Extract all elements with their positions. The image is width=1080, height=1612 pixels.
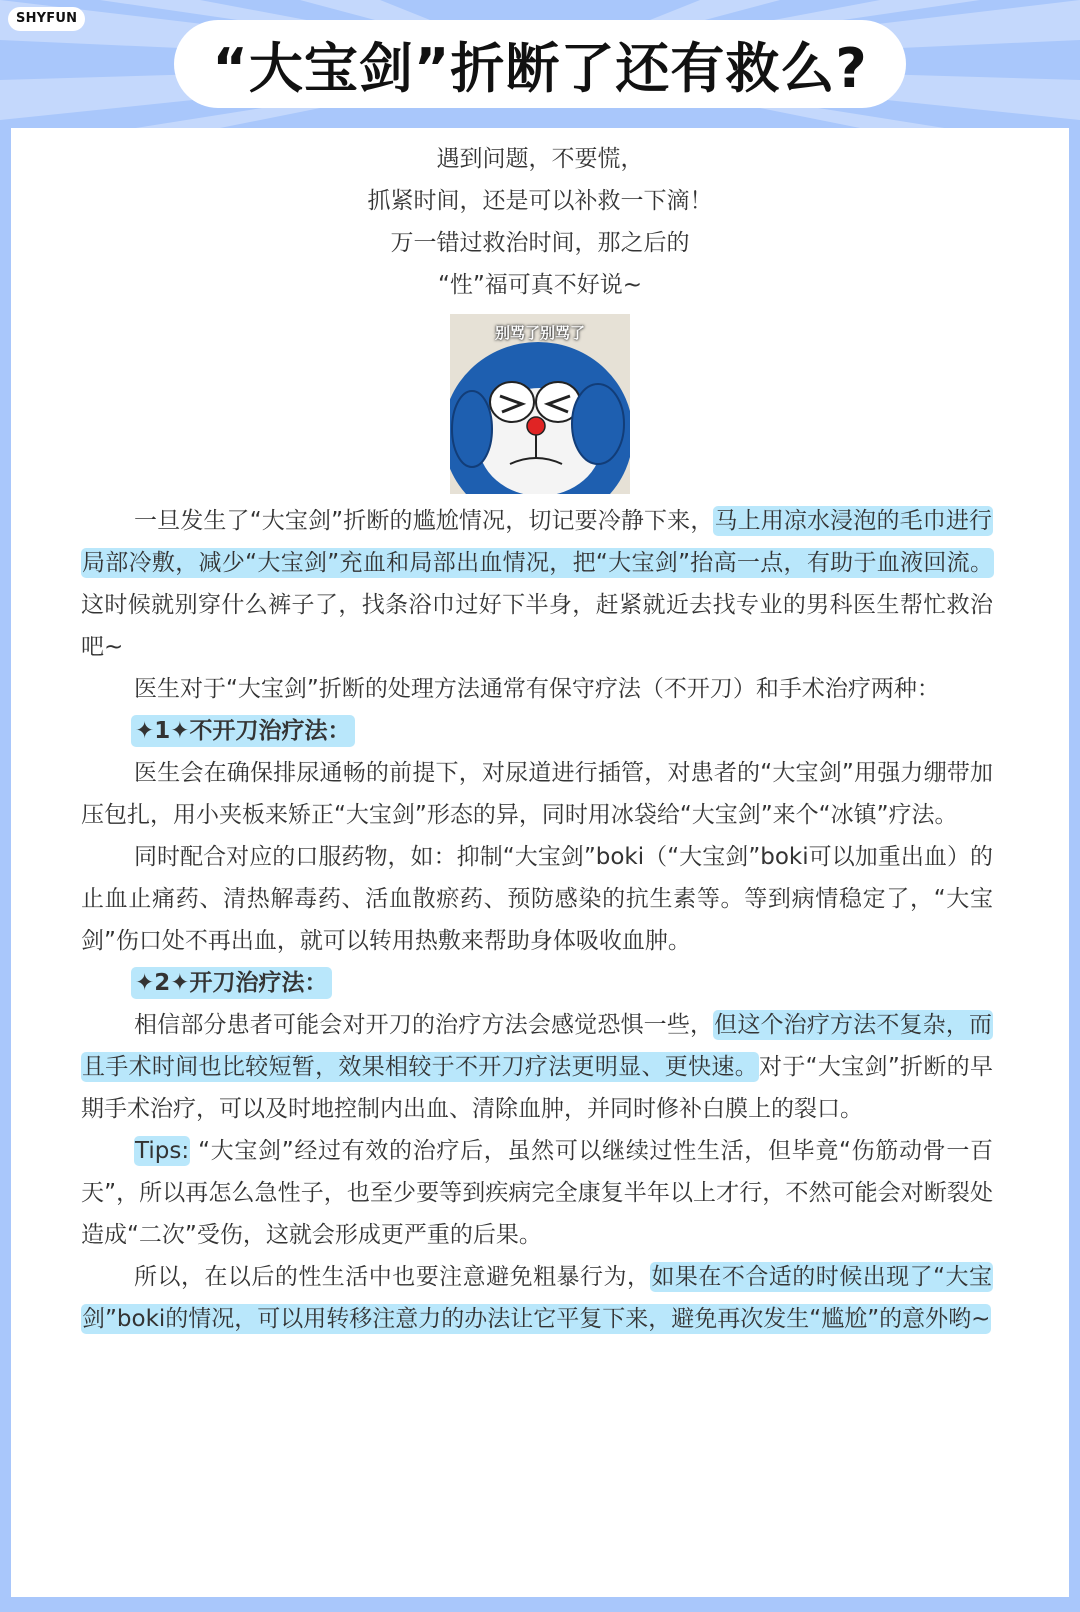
- page-title: “大宝剑”折断了还有救么?: [174, 20, 906, 108]
- shyfun-logo: SHYFUN: [8, 7, 85, 31]
- intro-line: 遇到问题，不要慌，: [436, 146, 644, 172]
- paragraph-text: 对于“大宝剑”折断的早期手术治疗，可以及时地控制内出血、清除血肿，并同时修补白膜上的裂口。: [81, 1054, 993, 1122]
- intro-line: “性”福可真不好说~: [437, 272, 643, 298]
- paragraph-surgery: [81, 1004, 993, 1130]
- highlight-text: 马上用凉水浸泡的毛巾进行局部冷敷，减少“大宝剑”充血和局部出血情况，把“大宝剑”抬高一点，有助于血液回流。: [82, 508, 993, 576]
- paragraph-medication: 同时配合对应的口服药物，如：抑制“大宝剑”boki（“大宝剑”boki可以加重出血）的止血止痛药、清热解毒药、活血散瘀药、预防感染的抗生素等。等到病情稳定了，“大宝剑”伤口处不再出血，就可以转用热敷来帮助身体吸收血肿。: [81, 844, 993, 954]
- paragraph-tips: [81, 1130, 993, 1256]
- highlight-text: 但这个治疗方法不复杂，而且手术时间也比较短暂，效果相较于不开刀疗法更明显、更快速。: [82, 1012, 993, 1080]
- article-body: [81, 500, 993, 1340]
- paragraph-text: 所以，在以后的性生活中也要注意避免粗暴行为，: [134, 1264, 651, 1290]
- meme-caption: 别骂了别骂了: [494, 324, 585, 342]
- intro-line: 抓紧时间，还是可以补救一下滴！: [367, 188, 713, 214]
- paragraph-treatment-overview: 医生对于“大宝剑”折断的处理方法通常有保守疗法（不开刀）和手术治疗两种：: [134, 676, 940, 702]
- tips-tag: Tips:: [135, 1138, 190, 1164]
- intro-block: [0, 138, 1080, 306]
- section-heading-conservative: ✦1✦不开刀治疗法：: [131, 715, 355, 747]
- paragraph-text: 一旦发生了“大宝剑”折断的尴尬情况，切记要冷静下来，: [134, 508, 714, 534]
- section-heading-surgery: ✦2✦开刀治疗法：: [131, 967, 332, 999]
- paragraph-text: 这时候就别穿什么裤子了，找条浴巾过好下半身，赶紧就近去找专业的男科医生帮忙救治吧~: [81, 592, 993, 660]
- paragraph-text: 相信部分患者可能会对开刀的治疗方法会感觉恐惧一些，: [134, 1012, 714, 1038]
- paragraph-first-aid: [81, 500, 993, 668]
- highlight-text: 如果在不合适的时候出现了“大宝剑”boki的情况，可以用转移注意力的办法让它平复下来，避免再次发生“尴尬”的意外哟~: [82, 1264, 992, 1332]
- doraemon-meme-image: [450, 314, 630, 494]
- intro-line: 万一错过救治时间，那之后的: [390, 230, 690, 256]
- paragraph-text: “大宝剑”经过有效的治疗后，虽然可以继续过性生活，但毕竟“伤筋动骨一百天”，所以再怎么急性子，也至少要等到疾病完全康复半年以上才行，不然可能会对断裂处造成“二次”受伤，这就会形成更严重的后果。: [81, 1138, 994, 1248]
- paragraph-conservative-method: 医生会在确保排尿通畅的前提下，对尿道进行插管，对患者的“大宝剑”用强力绷带加压包扎，用小夹板来矫正“大宝剑”形态的异，同时用冰袋给“大宝剑”来个“冰镇”疗法。: [81, 760, 993, 828]
- paragraph-prevention: [81, 1256, 993, 1340]
